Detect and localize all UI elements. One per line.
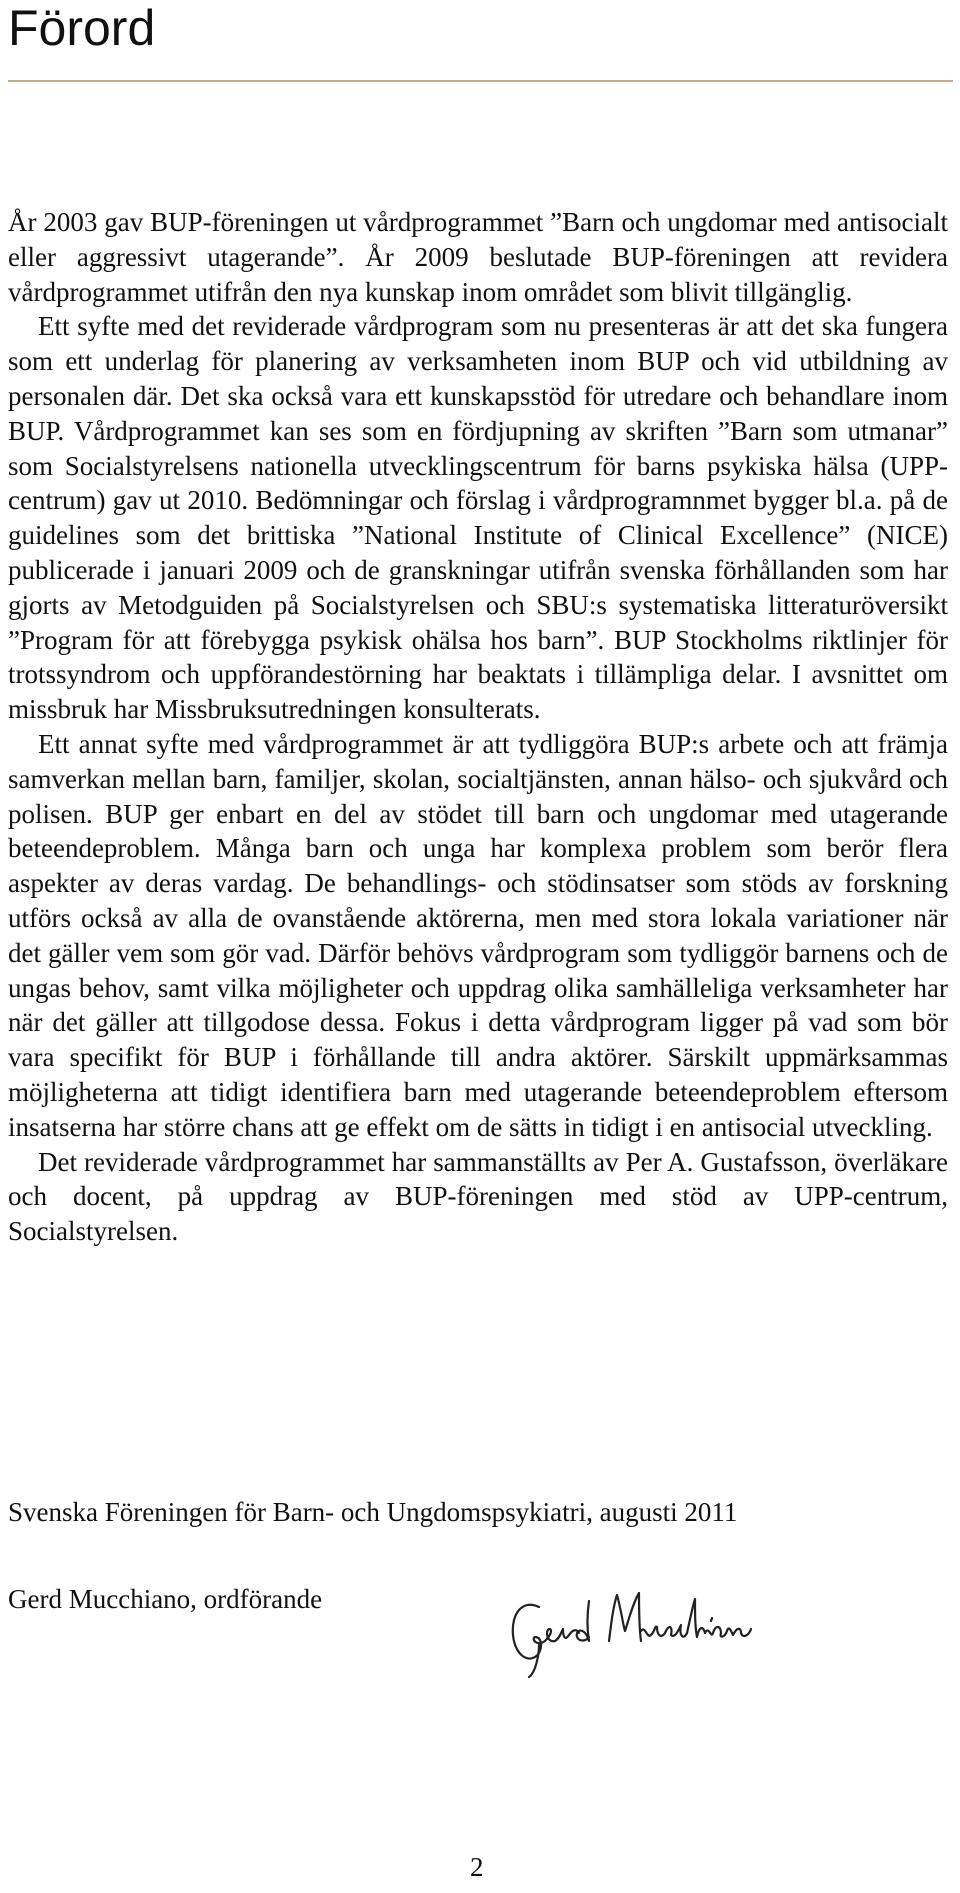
signer-name: Gerd Mucchiano, ordförande <box>8 1584 323 1614</box>
handwritten-signature <box>505 1585 765 1680</box>
preface-body <box>8 205 948 1249</box>
title-divider <box>8 80 953 82</box>
page-number: 2 <box>470 1852 484 1882</box>
page-title: Förord <box>8 0 156 56</box>
organization-date-line: Svenska Föreningen för Barn- och Ungdomspsykiatri, augusti 2011 <box>8 1497 738 1527</box>
paragraph-3: Ett annat syfte med vårdprogrammet är att tydliggöra BUP:s arbete och att främja samverkan mellan barn, familjer, skolan, socialtjänsten, annan hälso- och sjukvård och polisen. BUP ger enbart en del av stödet till barn och ungdomar med utagerande beteendeproblem. Många barn och unga har komplexa problem som berör flera aspekter av deras vardag. De behandlings- och stödinsatser som stöds av forskning utförs också av alla de ovanstående aktörerna, men med stora lokala variationer när det gäller vem som gör vad. Därför behövs vårdprogram som tydliggör barnens och de ungas behov, samt vilka möjligheter och uppdrag olika samhälleliga verksamheter har när det gäller att tillgodose dessa. Fokus i detta vårdprogram ligger på vad som bör vara specifikt för BUP i förhållande till andra aktörer. Särskilt uppmärksammas möjligheterna att tidigt identifiera barn med utagerande beteendeproblem eftersom insatserna har större chans att ge effekt om de sätts in tidigt i en antisocial utveckling. <box>8 728 948 1142</box>
paragraph-2: Ett syfte med det reviderade vårdprogram som nu presenteras är att det ska fungera som ett underlag för planering av verksamheten inom BUP och vid utbildning av personalen där. Det ska också vara ett kunskapsstöd för utredare och behandlare inom BUP. Vårdprogrammet kan ses som en fördjupning av skriften ”Barn som utmanar” som Socialstyrelsens nationella utvecklingscentrum för barns psykiska hälsa (UPP-centrum) gav ut 2010. Bedömningar och förslag i vårdprogramnmet bygger bl.a. på de guidelines som det brittiska ”National Institute of Clinical Excellence” (NICE) publicerade i januari 2009 och de granskningar utifrån svenska förhållanden som har gjorts av Metodguiden på Socialstyrelsen och SBU:s systematiska litteraturöversikt ”Program för att förebygga psykisk ohälsa hos barn”. BUP Stockholms riktlinjer för trotssyndrom och uppförandestörning har beaktats i tillämpliga delar. I avsnittet om missbruk har Missbruksutredningen konsulterats. <box>8 311 948 725</box>
paragraph-4: Det reviderade vårdprogrammet har sammanställts av Per A. Gustafsson, överläkare och docent, på uppdrag av BUP-föreningen med stöd av UPP-centrum, Socialstyrelsen. <box>8 1146 948 1247</box>
paragraph-1: År 2003 gav BUP-föreningen ut vårdprogrammet ”Barn och ungdomar med antisocialt eller aggressivt utagerande”. År 2009 beslutade BUP-föreningen att revidera vårdprogrammet utifrån den nya kunskap inom området som blivit tillgänglig. <box>8 207 948 307</box>
